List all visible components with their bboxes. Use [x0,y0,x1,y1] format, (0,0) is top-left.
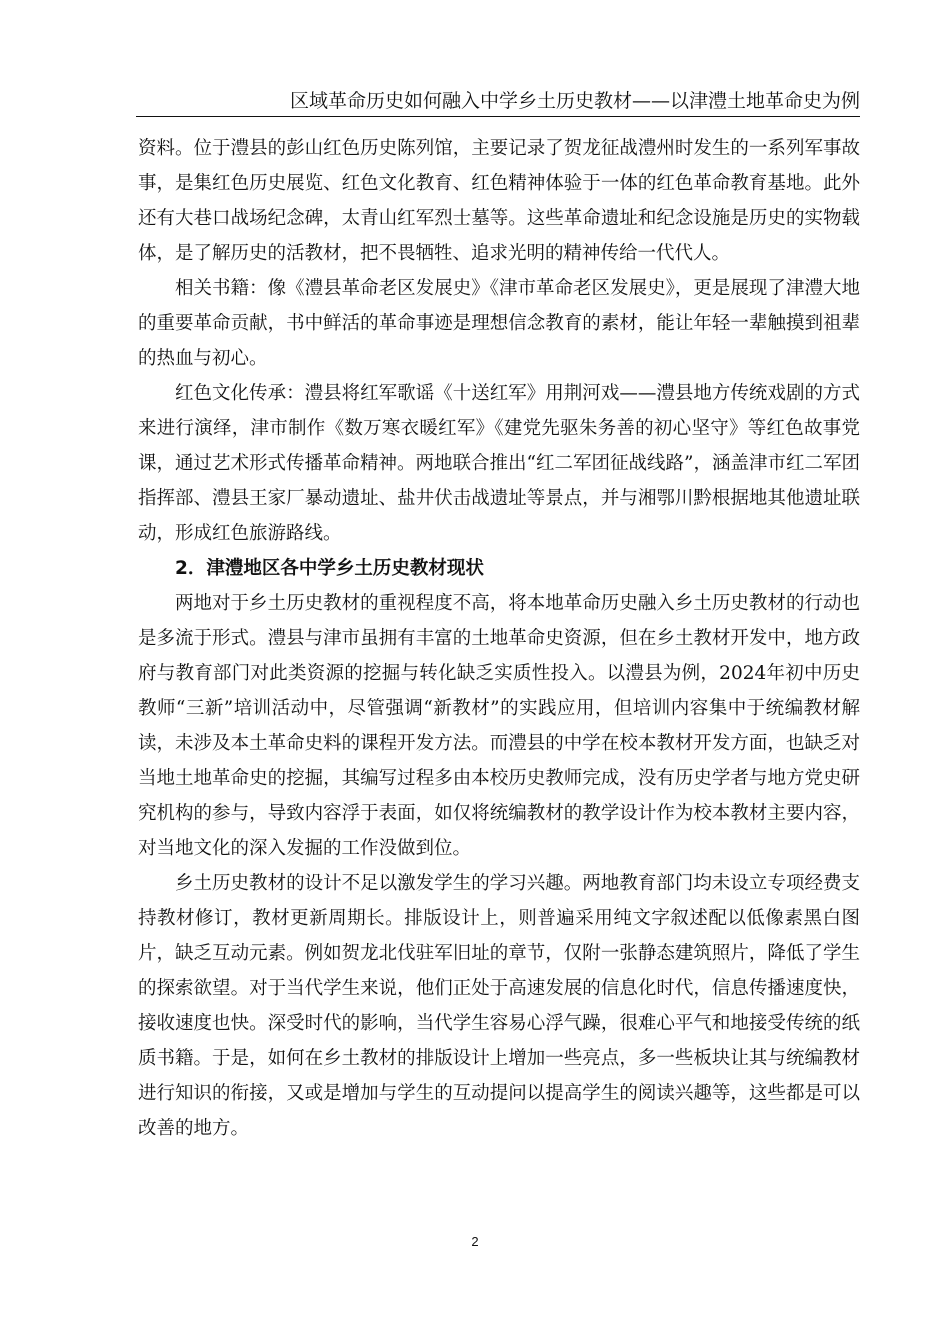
paragraph-red-culture: 红色文化传承：澧县将红军歌谣《十送红军》用荆河戏——澧县地方传统戏剧的方式来进行演绎，津市制作《数万寒衣暖红军》《建党先驱朱务善的初心坚守》等红色故事党课，通过艺术形式传播革命精神。两地联合推出“红二军团征战线路”，涵盖津市红二军团指挥部、澧县王家厂暴动遗址、盐井伏击战遗址等景点，并与湘鄂川黔根据地其他遗址联动，形成红色旅游路线。 [138,383,860,544]
page-body [138,131,860,1146]
running-header: 区域革命历史如何融入中学乡土历史教材——以津澧土地革命史为例 [289,90,860,112]
section-heading: 2．津澧地区各中学乡土历史教材现状 [175,558,484,579]
page-number: 2 [471,1234,479,1249]
paragraph-continuation: 资料。位于澧县的彭山红色历史陈列馆，主要记录了贺龙征战澧州时发生的一系列军事故事，是集红色历史展览、红色文化教育、红色精神体验于一体的红色革命教育基地。此外还有大巷口战场纪念碑，太青山红军烈士墓等。这些革命遗址和纪念设施是历史的实物载体，是了解历史的活教材，把不畏牺牲、追求光明的精神传给一代代人。 [138,138,860,264]
paragraph-textbook-status: 两地对于乡土历史教材的重视程度不高，将本地革命历史融入乡土历史教材的行动也是多流于形式。澧县与津市虽拥有丰富的土地革命史资源，但在乡土教材开发中，地方政府与教育部门对此类资源的挖掘与转化缺乏实质性投入。以澧县为例，2024年初中历史教师“三新”培训活动中，尽管强调“新教材”的实践应用，但培训内容集中于统编教材解读，未涉及本土革命史料的课程开发方法。而澧县的中学在校本教材开发方面，也缺乏对当地土地革命史的挖掘，其编写过程多由本校历史教师完成，没有历史学者与地方党史研究机构的参与，导致内容浮于表面，如仅将统编教材的教学设计作为校本教材主要内容，对当地文化的深入发掘的工作没做到位。 [138,593,860,859]
paragraph-related-books: 相关书籍：像《澧县革命老区发展史》《津市革命老区发展史》，更是展现了津澧大地的重要革命贡献，书中鲜活的革命事迹是理想信念教育的素材，能让年轻一辈触摸到祖辈的热血与初心。 [138,278,860,369]
paragraph-textbook-design: 乡土历史教材的设计不足以激发学生的学习兴趣。两地教育部门均未设立专项经费支持教材修订，教材更新周期长。排版设计上，则普遍采用纯文字叙述配以低像素黑白图片，缺乏互动元素。例如贺龙北伐驻军旧址的章节，仅附一张静态建筑照片，降低了学生的探索欲望。对于当代学生来说，他们正处于高速发展的信息化时代，信息传播速度快，接收速度也快。深受时代的影响，当代学生容易心浮气躁，很难心平气和地接受传统的纸质书籍。于是，如何在乡土教材的排版设计上增加一些亮点，多一些板块让其与统编教材进行知识的衔接，又或是增加与学生的互动提问以提高学生的阅读兴趣等，这些都是可以改善的地方。 [138,873,860,1139]
header-divider [136,116,860,117]
